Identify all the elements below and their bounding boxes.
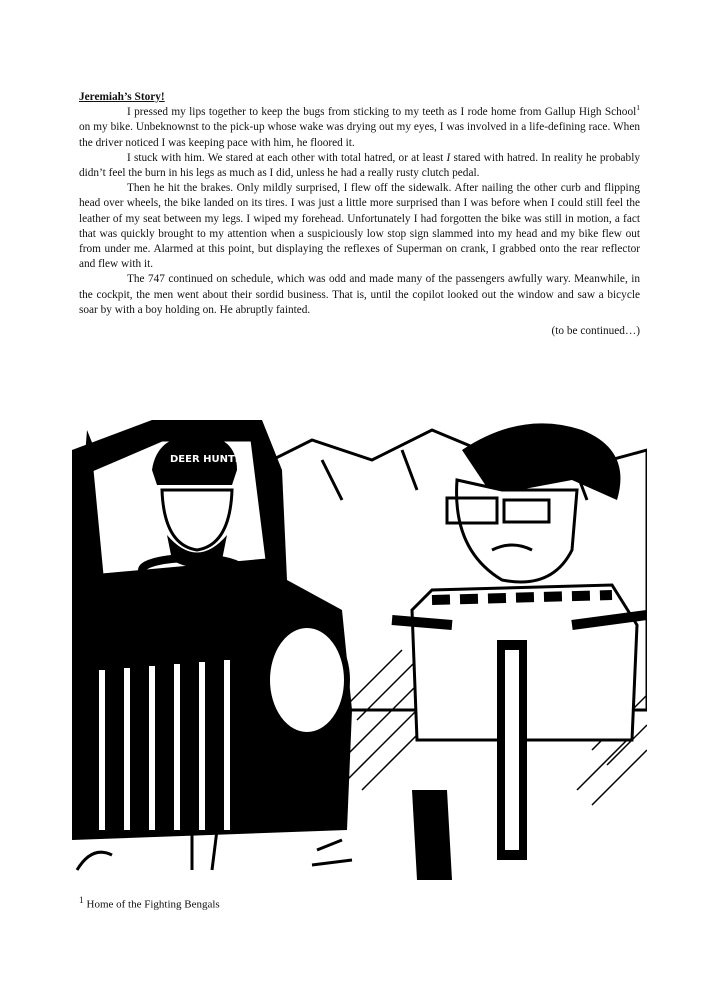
paragraph-2-text: I stuck with him. We stared at each other with total hatred, or at least bbox=[127, 151, 447, 164]
paragraph-2-emphasis: I bbox=[446, 151, 451, 164]
paragraph-1 bbox=[79, 105, 640, 151]
paragraph-2 bbox=[79, 151, 640, 181]
cap-text: DEER HUNTER bbox=[170, 454, 250, 465]
paragraph-3: Then he hit the brakes. Only mildly surprised, I flew off the sidewalk. After nailing the other curb and flipping head over wheels, the bike landed on its tires. I was just a little more surprised than I was before when I could still feel the leather of my seat between my legs. I wiped my forehead. Unfortunately I had forgotten the bike was still in motion, a fact that was quickly brought to my attention when a suspiciously low stop sign slammed into my head and my bike flew out from under me. Alarmed at this point, but displaying the reflexes of Superman on crank, I grabbed onto the rear reflector and flew with it. bbox=[79, 182, 640, 271]
footnote-ref: 1 bbox=[636, 103, 640, 113]
paragraph-1-text-end: on my bike. Unbeknownst to the pick-up whose wake was drying out my eyes, I was involved in a life-defining race. When the driver noticed I was keeping pace with him, he floored it. bbox=[79, 121, 640, 149]
paragraph-4: The 747 continued on schedule, which was odd and made many of the passengers awfully wary. Meanwhile, in the cockpit, the men went about their sordid business. That is, until the copilot looked out the window and saw a bicycle soar by with a boy holding on. He abruptly fainted. bbox=[79, 273, 640, 316]
comic-illustration bbox=[72, 410, 647, 882]
story-title: Jeremiah’s Story! bbox=[79, 91, 165, 103]
footnote-text: Home of the Fighting Bengals bbox=[86, 898, 220, 911]
story-text bbox=[79, 90, 640, 339]
paragraph-2-text-end: stared with hatred. In reality he probably didn’t feel the burn in his legs as much as I did, unless he had a really rusty clutch pedal. bbox=[79, 151, 640, 180]
paragraph-1-text: I pressed my lips together to keep the bugs from sticking to my teeth as I rode home from Gallup High School bbox=[127, 106, 637, 119]
to-be-continued: (to be continued…) bbox=[551, 325, 640, 338]
headlight bbox=[267, 625, 347, 735]
footnote-mark: 1 bbox=[79, 895, 84, 905]
footnote bbox=[79, 895, 220, 911]
